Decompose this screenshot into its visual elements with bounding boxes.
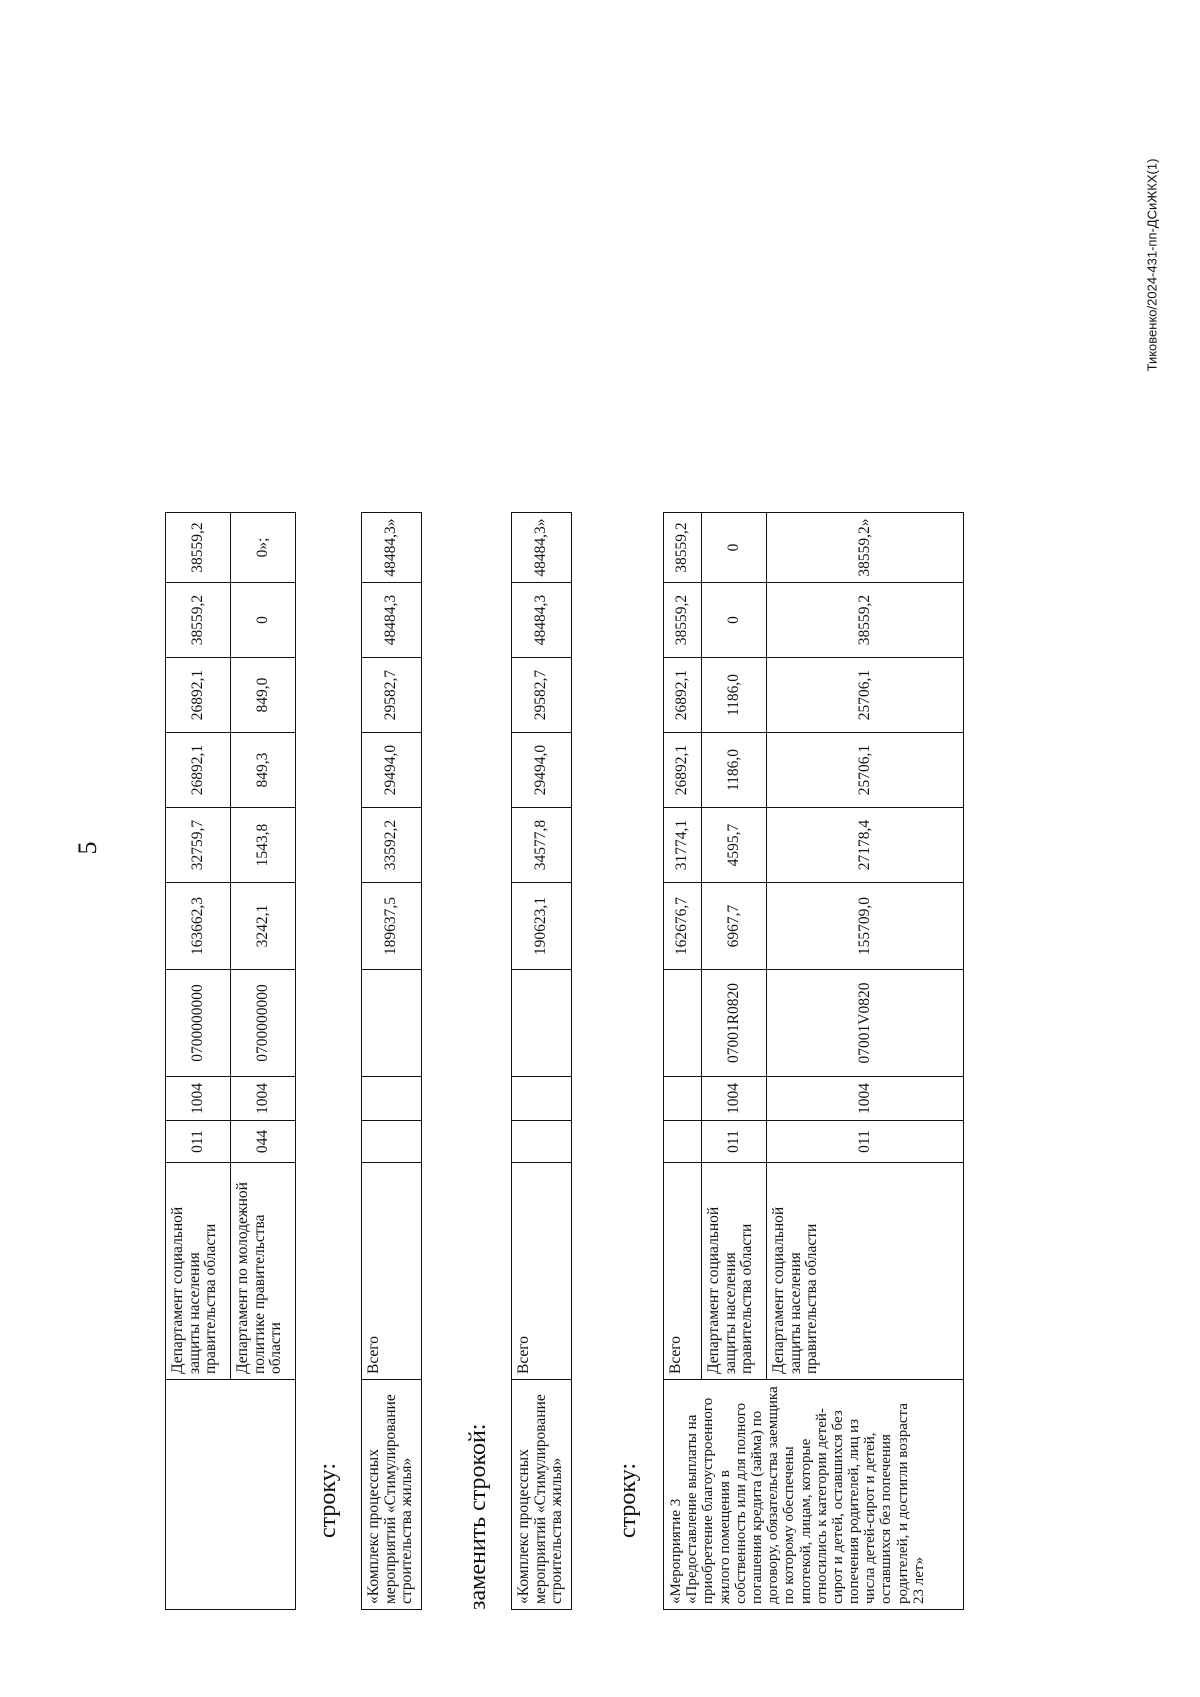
value-cell: 48484,3 <box>362 583 422 658</box>
label-stroku: строку: <box>315 1462 341 1538</box>
value-cell: 38559,2 <box>664 583 702 658</box>
executor-cell: Департамент социальной защиты населения правительства области <box>702 1163 767 1380</box>
value-cell: 6967,7 <box>702 883 767 970</box>
program-cell: «Мероприятие 3 «Предоставление выплаты на приобретение благоустроенного жилого помещения в собственность или для полного погашения кредита (займа) по договору, обязательства заемщика по которому обеспечены ипотекой, лицам, которые относились к категории детей-сирот и детей, оставшихся без попечения родителей, лиц из числа детей-сирот и детей, оставшихся без попечения родителей, и достигли возраста 23 лет» <box>664 1380 964 1610</box>
rz-cell <box>664 1077 702 1121</box>
grbs-cell <box>362 1121 422 1163</box>
value-cell: 38559,2» <box>767 513 964 583</box>
executor-cell: Всего <box>664 1163 702 1380</box>
executor-cell: Всего <box>512 1163 572 1380</box>
value-cell: 0 <box>231 583 296 658</box>
csr-cell: 0700000000 <box>166 970 231 1077</box>
executor-cell: Департамент социальной защиты населения правительства области <box>767 1163 964 1380</box>
value-cell: 32759,7 <box>166 808 231 883</box>
grbs-cell: 011 <box>702 1121 767 1163</box>
rz-cell: 1004 <box>166 1077 231 1121</box>
value-cell: 34577,8 <box>512 808 572 883</box>
value-cell: 0 <box>702 583 767 658</box>
rz-cell <box>512 1077 572 1121</box>
document-footer-code: Тиковенко/2024-431-пп-ДСиЖКХ(1) <box>1144 158 1160 372</box>
value-cell: 26892,1 <box>166 733 231 808</box>
executor-cell: Департамент социальной защиты населения правительства области <box>166 1163 231 1380</box>
csr-cell <box>512 970 572 1077</box>
value-cell: 26892,1 <box>166 658 231 733</box>
table-row <box>512 513 572 1610</box>
value-cell: 38559,2 <box>166 583 231 658</box>
value-cell: 190623,1 <box>512 883 572 970</box>
program-cell: «Комплекс процессных мероприятий «Стимулирование строительства жилья» <box>362 1380 422 1610</box>
table-row <box>362 513 422 1610</box>
grbs-cell <box>664 1121 702 1163</box>
program-cell: «Комплекс процессных мероприятий «Стимулирование строительства жилья» <box>512 1380 572 1610</box>
csr-cell: 07001V0820 <box>767 970 964 1077</box>
table-row <box>664 513 702 1610</box>
value-cell: 38559,2 <box>664 513 702 583</box>
label-zamenit-strokoy: заменить строкой: <box>465 1423 491 1610</box>
table-measure-3 <box>663 512 964 1610</box>
value-cell: 48484,3» <box>362 513 422 583</box>
rz-cell: 1004 <box>702 1077 767 1121</box>
value-cell: 29582,7 <box>512 658 572 733</box>
label-stroku: строку: <box>615 1462 641 1538</box>
grbs-cell <box>512 1121 572 1163</box>
value-cell: 0 <box>702 513 767 583</box>
executor-cell: Департамент по молодежной политике правительства области <box>231 1163 296 1380</box>
executor-cell: Всего <box>362 1163 422 1380</box>
value-cell: 48484,3 <box>512 583 572 658</box>
table-new-row <box>511 512 572 1610</box>
table-row <box>166 513 231 1610</box>
value-cell: 849,0 <box>231 658 296 733</box>
grbs-cell: 011 <box>166 1121 231 1163</box>
value-cell: 29494,0 <box>362 733 422 808</box>
value-cell: 189637,5 <box>362 883 422 970</box>
value-cell: 26892,1 <box>664 658 702 733</box>
value-cell: 25706,1 <box>767 733 964 808</box>
value-cell: 29582,7 <box>362 658 422 733</box>
value-cell: 163662,3 <box>166 883 231 970</box>
value-cell: 26892,1 <box>664 733 702 808</box>
csr-cell: 0700000000 <box>231 970 296 1077</box>
value-cell: 155709,0 <box>767 883 964 970</box>
rz-cell <box>362 1077 422 1121</box>
grbs-cell: 044 <box>231 1121 296 1163</box>
csr-cell <box>664 970 702 1077</box>
value-cell: 4595,7 <box>702 808 767 883</box>
rz-cell: 1004 <box>231 1077 296 1121</box>
value-cell: 3242,1 <box>231 883 296 970</box>
value-cell: 38559,2 <box>767 583 964 658</box>
value-cell: 1186,0 <box>702 733 767 808</box>
page-number: 5 <box>73 841 102 855</box>
value-cell: 27178,4 <box>767 808 964 883</box>
value-cell: 0»; <box>231 513 296 583</box>
table-original-rows <box>165 512 296 1610</box>
csr-cell <box>362 970 422 1077</box>
grbs-cell: 011 <box>767 1121 964 1163</box>
value-cell: 162676,7 <box>664 883 702 970</box>
value-cell: 25706,1 <box>767 658 964 733</box>
rz-cell: 1004 <box>767 1077 964 1121</box>
value-cell: 33592,2 <box>362 808 422 883</box>
csr-cell: 07001R0820 <box>702 970 767 1077</box>
value-cell: 38559,2 <box>166 513 231 583</box>
table-replaced-row <box>361 512 422 1610</box>
program-cell <box>166 1380 296 1610</box>
value-cell: 849,3 <box>231 733 296 808</box>
value-cell: 1543,8 <box>231 808 296 883</box>
value-cell: 29494,0 <box>512 733 572 808</box>
rotated-content <box>150 95 1030 1610</box>
value-cell: 31774,1 <box>664 808 702 883</box>
value-cell: 1186,0 <box>702 658 767 733</box>
value-cell: 48484,3» <box>512 513 572 583</box>
